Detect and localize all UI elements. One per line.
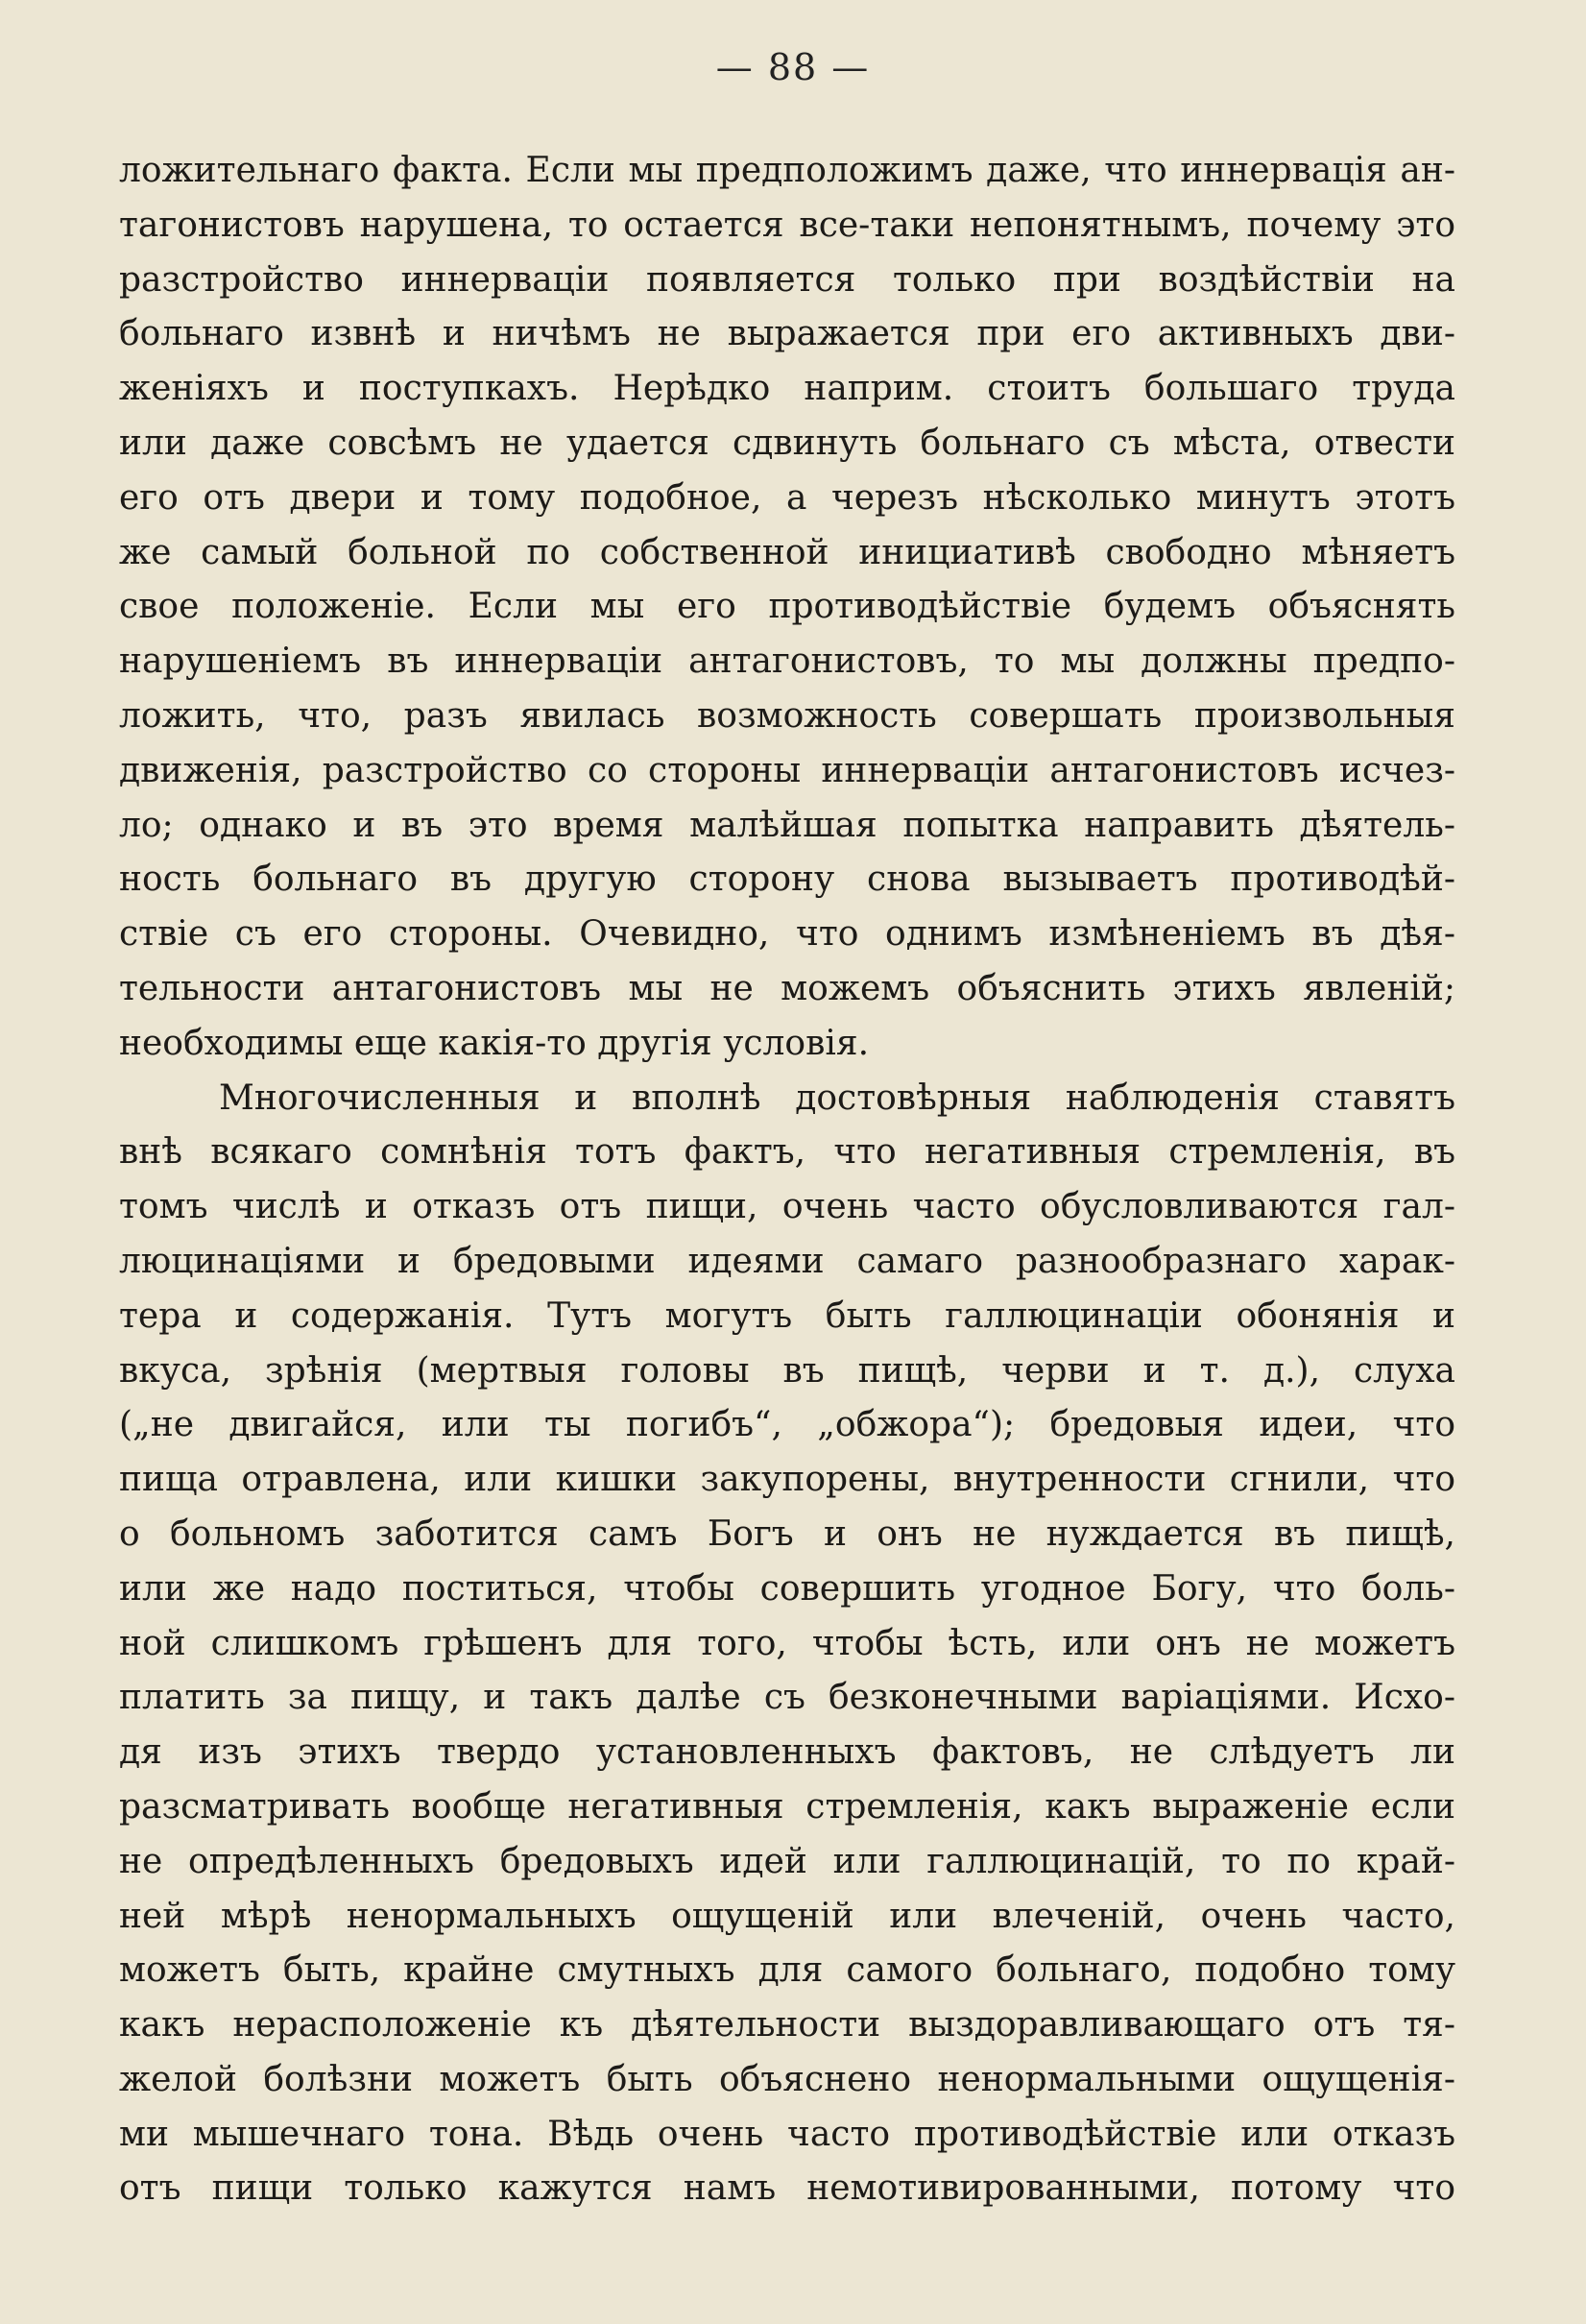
- page-number: — 88 —: [715, 46, 871, 88]
- text-line: дя изъ этихъ твердо установленныхъ фактовъ, не слѣдуетъ ли: [119, 1732, 1455, 1773]
- text-line: тагонистовъ нарушена, то остается все-таки непонятнымъ, почему это: [119, 205, 1455, 245]
- text-line: же самый больной по собственной инициативѣ свободно мѣняетъ: [119, 532, 1455, 572]
- text-line: необходимы еще какія-то другія условія.: [119, 1023, 870, 1063]
- text-line: свое положеніе. Если мы его противодѣйствіе будемъ объяснять: [119, 587, 1455, 627]
- text-line: разсматривать вообще негативныя стремленія, какъ выраженіе если: [119, 1786, 1455, 1827]
- text-line: можетъ быть, крайне смутныхъ для самого больнаго, подобно тому: [119, 1950, 1455, 1991]
- text-line: ло; однако и въ это время малѣйшая попытка направить дѣятель-: [119, 805, 1455, 845]
- text-line: ложить, что, разъ явилась возможность совершать произвольныя: [119, 695, 1455, 736]
- text-line: вкуса, зрѣнія (мертвыя головы въ пищѣ, черви и т. д.), слуха: [119, 1350, 1455, 1391]
- text-line: ной слишкомъ грѣшенъ для того, чтобы ѣсть, или онъ не можетъ: [119, 1623, 1455, 1663]
- text-line: Многочисленныя и вполнѣ достовѣрныя наблюденія ставятъ: [219, 1077, 1455, 1118]
- text-line: ней мѣрѣ ненормальныхъ ощущеній или влеченій, очень часто,: [119, 1896, 1455, 1936]
- text-line: о больномъ заботится самъ Богъ и онъ не нуждается въ пищѣ,: [119, 1513, 1455, 1554]
- text-line: внѣ всякаго сомнѣнія тотъ фактъ, что негативныя стремленія, въ: [119, 1132, 1455, 1173]
- body-text: [119, 144, 1455, 2216]
- text-line: разстройство иннерваціи появляется только при воздѣйствіи на: [119, 259, 1455, 300]
- text-line: женіяхъ и поступкахъ. Нерѣдко наприм. стоитъ большаго труда: [119, 369, 1455, 409]
- text-line: отъ пищи только кажутся намъ немотивированными, потому что: [119, 2168, 1455, 2209]
- text-line: или же надо поститься, чтобы совершить угодное Богу, что боль-: [119, 1568, 1455, 1609]
- text-line: пища отравлена, или кишки закупорены, внутренности сгнили, что: [119, 1460, 1455, 1500]
- text-line: нарушеніемъ въ иннерваціи антагонистовъ, то мы должны предпо-: [119, 642, 1455, 682]
- text-line: какъ нерасположеніе къ дѣятельности выздоравливающаго отъ тя-: [119, 2005, 1455, 2046]
- text-line: („не двигайся, или ты погибъ“, „обжора“); бредовыя идеи, что: [119, 1405, 1455, 1445]
- text-line: ми мышечнаго тона. Вѣдь очень часто противодѣйствіе или отказъ: [119, 2114, 1455, 2154]
- text-line: движенія, разстройство со стороны иннерваціи антагонистовъ исчез-: [119, 750, 1455, 790]
- paragraph: [119, 1072, 1455, 2217]
- text-line: его отъ двери и тому подобное, а черезъ нѣсколько минутъ этотъ: [119, 477, 1455, 518]
- text-line: не опредѣленныхъ бредовыхъ идей или галлюцинацій, то по край-: [119, 1841, 1455, 1881]
- text-line: или даже совсѣмъ не удается сдвинуть больнаго съ мѣста, отвести: [119, 423, 1455, 463]
- text-line: тера и содержанія. Тутъ могутъ быть галлюцинаціи обонянія и: [119, 1295, 1455, 1336]
- text-line: ность больнаго въ другую сторону снова вызываетъ противодѣй-: [119, 859, 1455, 900]
- text-line: ложительнаго факта. Если мы предположимъ даже, что иннервація ан-: [119, 151, 1455, 190]
- text-line: ствіе съ его стороны. Очевидно, что однимъ измѣненіемъ въ дѣя-: [119, 914, 1455, 955]
- text-line: люцинаціями и бредовыми идеями самаго разнообразнаго харак-: [119, 1241, 1455, 1281]
- text-line: желой болѣзни можетъ быть объяснено ненормальными ощущенія-: [119, 2059, 1455, 2099]
- text-line: больнаго извнѣ и ничѣмъ не выражается при его активныхъ дви-: [119, 314, 1455, 354]
- paragraph: [119, 144, 1455, 1072]
- text-line: томъ числѣ и отказъ отъ пищи, очень часто обусловливаются гал-: [119, 1187, 1455, 1227]
- text-line: тельности антагонистовъ мы не можемъ объяснить этихъ явленій;: [119, 968, 1455, 1008]
- text-line: платить за пищу, и такъ далѣе съ безконечными варіаціями. Исхо-: [119, 1678, 1455, 1718]
